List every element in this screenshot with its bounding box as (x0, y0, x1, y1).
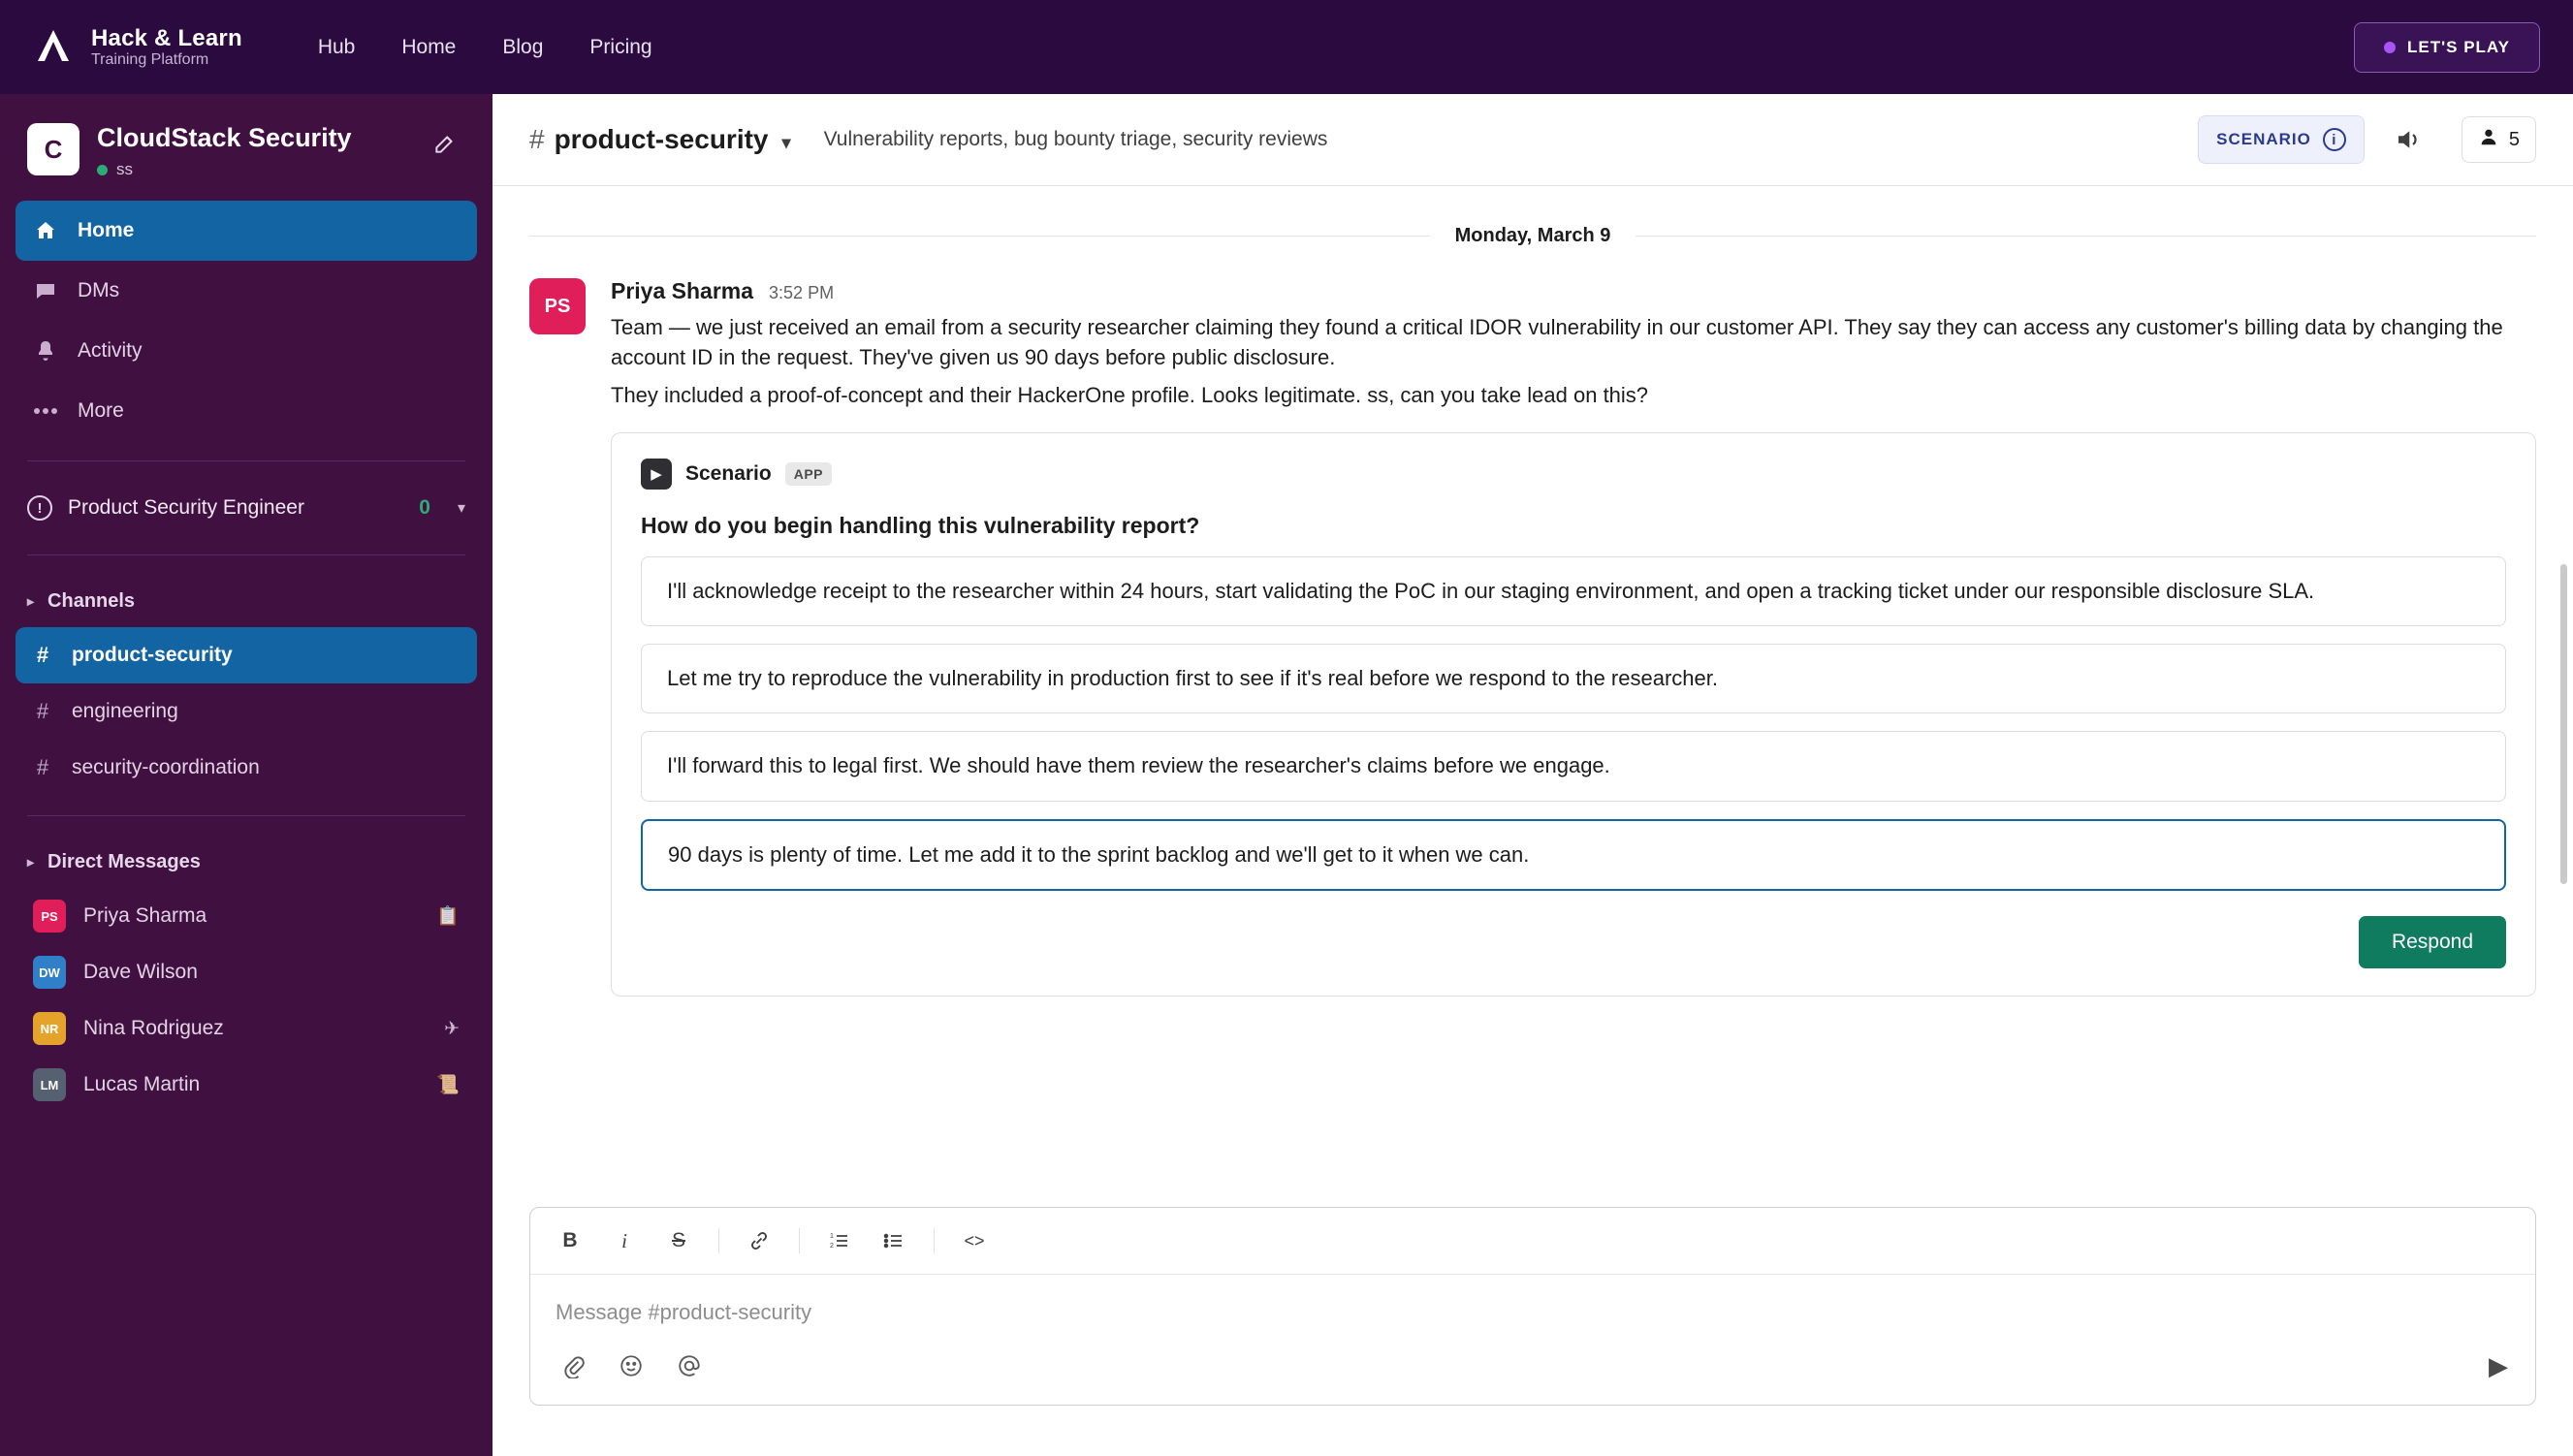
avatar: NR (33, 1012, 66, 1045)
app-badge: APP (785, 462, 832, 486)
at-icon[interactable] (668, 1345, 711, 1387)
message-paragraph: They included a proof-of-concept and their HackerOne profile. Looks legitimate. ss, can you take lead on this? (611, 383, 1649, 408)
workspace-header[interactable] (0, 94, 492, 201)
airplane-icon: ✈ (444, 1018, 460, 1039)
workspace-user (97, 160, 407, 179)
main-panel (492, 94, 2573, 1439)
strikethrough-icon[interactable]: S (671, 1229, 685, 1251)
divider-line (529, 236, 1430, 237)
home-icon (33, 219, 58, 242)
message-input[interactable]: Message #product-security (556, 1300, 812, 1324)
primary-nav (0, 201, 492, 441)
ordered-list-icon[interactable] (817, 1219, 862, 1262)
nav-link-blog[interactable]: Blog (502, 35, 544, 58)
channels-section-header[interactable] (0, 575, 492, 627)
divider (27, 815, 465, 816)
sidebar-item-dms[interactable] (16, 261, 477, 321)
workspace-name: CloudStack Security (97, 123, 352, 152)
message-timestamp: 3:52 PM (769, 283, 835, 302)
bold-icon[interactable]: B (562, 1229, 578, 1251)
channel-label: product-security (72, 644, 233, 666)
sidebar-channel-product-security[interactable] (16, 627, 477, 683)
composer-toolbar (530, 1208, 2535, 1275)
scenario-actions (641, 916, 2506, 968)
sidebar-item-label-activity: Activity (78, 339, 143, 362)
svg-text:1: 1 (830, 1233, 834, 1240)
body (0, 94, 2573, 1439)
sidebar-dm-dave-wilson[interactable] (16, 944, 477, 1000)
channel-title[interactable] (529, 124, 791, 155)
info-icon[interactable]: i (2323, 128, 2346, 151)
sidebar-item-more[interactable] (16, 381, 477, 441)
sidebar-bottom-strip (0, 1439, 492, 1456)
sidebar-dm-nina-rodriguez[interactable] (16, 1000, 477, 1057)
message-body (611, 278, 2536, 997)
composer-area (492, 1182, 2573, 1439)
top-navigation-bar (0, 0, 2573, 94)
ellipsis-icon (33, 407, 58, 415)
respond-button[interactable]: Respond (2359, 916, 2506, 968)
bulleted-list-icon[interactable] (872, 1219, 916, 1262)
logo-icon (33, 26, 74, 67)
sidebar-item-activity[interactable] (16, 321, 477, 381)
code-icon[interactable]: <> (964, 1230, 985, 1250)
chevron-down-icon[interactable]: ▾ (781, 133, 791, 152)
workspace-avatar: C (27, 123, 79, 175)
day-divider (529, 186, 2536, 272)
sidebar-item-label-more: More (78, 399, 124, 422)
sidebar-channel-engineering[interactable] (16, 683, 477, 740)
role-row[interactable] (0, 481, 492, 535)
play-icon: ▶ (641, 459, 672, 490)
presence-dot-icon (97, 165, 108, 175)
toolbar-divider (799, 1228, 800, 1253)
hash-icon: # (36, 699, 49, 723)
members-count-badge[interactable] (2462, 116, 2536, 163)
dm-label: Nina Rodriguez (83, 1017, 224, 1039)
brand[interactable] (33, 25, 242, 70)
emoji-icon[interactable] (610, 1345, 652, 1387)
scenario-option-3[interactable]: I'll forward this to legal first. We should have them review the researcher's claims before we engage. (641, 731, 2506, 801)
status-dot-icon (2384, 42, 2396, 53)
chat-icon (33, 279, 58, 302)
italic-icon[interactable]: i (621, 1228, 627, 1252)
channels-section-label: Channels (48, 589, 136, 612)
avatar: DW (33, 956, 66, 989)
sidebar-item-label-home: Home (78, 219, 135, 241)
speaker-icon[interactable] (2386, 117, 2430, 162)
sidebar-item-label-dms: DMs (78, 279, 120, 301)
scenario-card (611, 432, 2536, 997)
message-composer (529, 1207, 2536, 1406)
scenario-app-header (641, 459, 2506, 490)
nav-link-hub[interactable]: Hub (317, 35, 356, 58)
brand-title: Hack & Learn (91, 24, 242, 51)
sidebar (0, 94, 492, 1439)
sidebar-channel-security-coordination[interactable] (16, 740, 477, 796)
lets-play-button[interactable] (2354, 22, 2540, 73)
avatar[interactable]: PS (529, 278, 586, 334)
role-label: Product Security Engineer (68, 496, 304, 519)
scenario-label: SCENARIO (2216, 130, 2311, 148)
send-icon[interactable]: ▶ (2489, 1350, 2508, 1380)
channel-label: engineering (72, 700, 178, 722)
avatar: PS (33, 900, 66, 933)
dm-label: Lucas Martin (83, 1073, 201, 1095)
chevron-down-icon[interactable]: ▾ (457, 500, 465, 517)
channel-topic[interactable]: Vulnerability reports, bug bounty triage, security reviews (823, 128, 1328, 150)
nav-link-home[interactable]: Home (401, 35, 457, 58)
scenario-option-2[interactable]: Let me try to reproduce the vulnerability in production first to see if it's real before we respond to the researcher. (641, 644, 2506, 713)
nav-link-pricing[interactable]: Pricing (589, 35, 652, 58)
channel-name: product-security (554, 124, 769, 154)
divider (27, 460, 465, 461)
sidebar-dm-priya-sharma[interactable] (16, 888, 477, 944)
hash-icon: # (529, 124, 545, 154)
day-label: Monday, March 9 (1454, 225, 1611, 246)
dms-section-label: Direct Messages (48, 850, 201, 872)
lets-play-label: LET'S PLAY (2407, 37, 2510, 56)
scenario-option-1[interactable]: I'll acknowledge receipt to the researcher within 24 hours, start validating the PoC in our staging environment, and open a tracking ticket under our responsible disclosure SLA. (641, 556, 2506, 626)
divider (27, 554, 465, 555)
scenario-app-name: Scenario (685, 461, 772, 485)
bell-icon (33, 339, 58, 363)
brand-subtitle: Training Platform (91, 51, 209, 69)
info-badge-icon: ! (27, 495, 52, 521)
sidebar-dm-lucas-martin[interactable] (16, 1057, 477, 1113)
dms-section-header[interactable] (0, 836, 492, 888)
dm-label: Priya Sharma (83, 904, 207, 927)
role-count: 0 (419, 496, 430, 519)
toolbar-divider (718, 1228, 719, 1253)
paperclip-icon[interactable] (552, 1345, 594, 1387)
toolbar-divider (934, 1228, 935, 1253)
message-list (492, 186, 2573, 1182)
scenario-badge[interactable] (2198, 115, 2365, 164)
sidebar-item-home[interactable] (16, 201, 477, 261)
svg-text:2: 2 (830, 1243, 834, 1250)
workspace-meta (97, 123, 407, 179)
clipboard-icon: 📋 (436, 906, 460, 927)
composer-bottom-bar (530, 1335, 2535, 1405)
message-header (611, 278, 2536, 304)
link-icon[interactable] (737, 1219, 781, 1262)
lamp-icon: 📜 (436, 1075, 460, 1095)
chevron-right-icon: ▸ (27, 592, 35, 609)
message-paragraph: Team — we just received an email from a security researcher claiming they found a critical IDOR vulnerability in our customer API. They say they can access any customer's billing data by changing the account ID in the request. They've given us 90 days before public disclosure. (611, 315, 2503, 370)
scenario-question: How do you begin handling this vulnerability report? (641, 512, 1200, 538)
members-count: 5 (2508, 128, 2520, 150)
message-author[interactable]: Priya Sharma (611, 278, 754, 303)
pencil-icon[interactable] (425, 123, 465, 164)
hash-icon: # (36, 755, 49, 779)
brand-text (91, 25, 242, 70)
channel-label: security-coordination (72, 756, 260, 778)
scrollbar[interactable] (2560, 564, 2567, 884)
workspace-username: ss (116, 160, 133, 178)
message (529, 272, 2536, 997)
divider-line (1636, 236, 2536, 237)
hash-icon: # (36, 643, 49, 667)
person-icon (2478, 126, 2499, 153)
dm-label: Dave Wilson (83, 961, 198, 983)
chevron-right-icon: ▸ (27, 853, 35, 870)
scenario-option-4[interactable]: 90 days is plenty of time. Let me add it to the sprint backlog and we'll get to it when we can. (641, 819, 2506, 891)
top-nav-links (318, 36, 652, 59)
channel-header (492, 94, 2573, 186)
avatar: LM (33, 1068, 66, 1101)
